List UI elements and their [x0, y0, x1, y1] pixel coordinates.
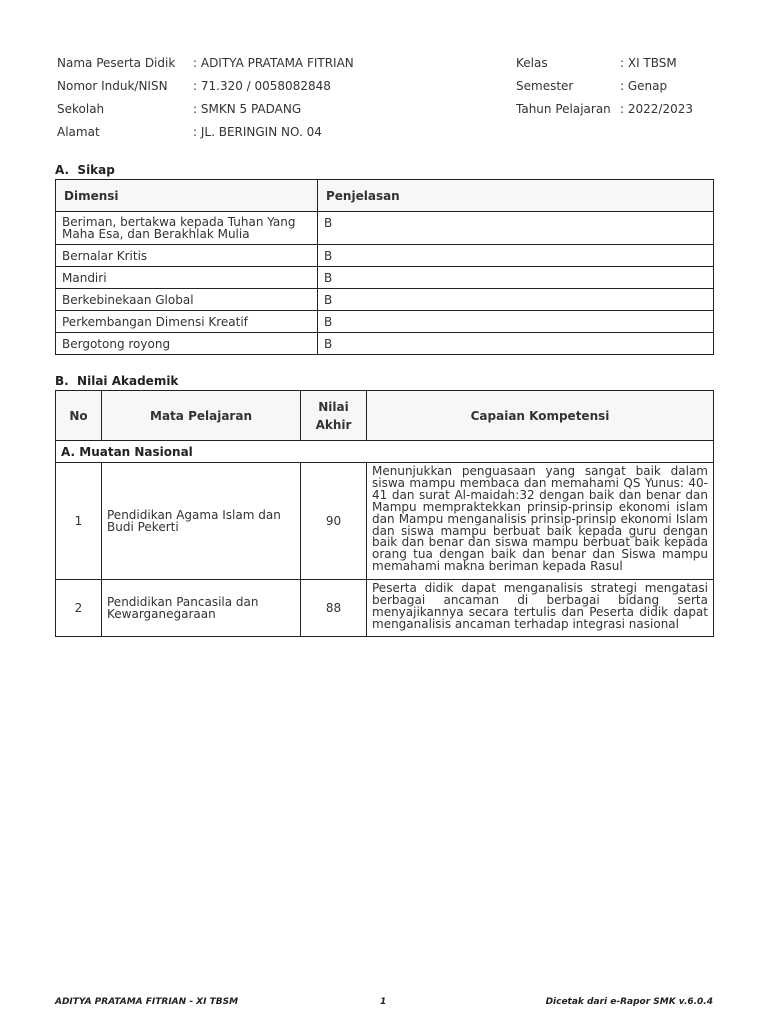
- address-value: : JL. BERINGIN NO. 04: [193, 125, 322, 139]
- footer-page-number: 1: [380, 997, 387, 1007]
- sikap-table: [55, 179, 714, 355]
- sikap-dimensi: Berkebinekaan Global: [56, 289, 318, 311]
- sikap-row: [56, 311, 714, 333]
- sikap-dimensi: Perkembangan Dimensi Kreatif: [56, 311, 318, 333]
- name-value: : ADITYA PRATAMA FITRIAN: [193, 56, 354, 70]
- row-capaian-kompetensi: Peserta didik dapat menganalisis strategi mengatasi berbagai ancaman di berbagai bidang serta menyajikannya secara tertulis dan Peserta didik dapat menganalisis ancaman terhadap integrasi nasional: [367, 580, 714, 637]
- section-akademik-title: B. Nilai Akademik: [55, 374, 179, 388]
- class-value: : XI TBSM: [620, 56, 677, 70]
- semester-value: : Genap: [620, 79, 668, 93]
- sikap-penjelasan: B: [318, 311, 714, 333]
- row-mata-pelajaran: Pendidikan Agama Islam dan Budi Pekerti: [102, 463, 301, 580]
- class-label: Kelas: [516, 56, 548, 70]
- row-nilai-akhir: 90: [301, 463, 367, 580]
- akademik-table: [55, 390, 714, 637]
- row-nilai-akhir: 88: [301, 580, 367, 637]
- sikap-penjelasan: B: [318, 212, 714, 245]
- table-row: [56, 463, 714, 580]
- school-value: : SMKN 5 PADANG: [193, 102, 302, 116]
- sikap-penjelasan: B: [318, 267, 714, 289]
- sikap-header-penjelasan: Penjelasan: [318, 180, 714, 212]
- row-capaian-kompetensi: Menunjukkan penguasaan yang sangat baik dalam siswa mampu membaca dan memahami QS Yunus: 40-41 dan surat Al-maidah:32 dengan baik dan benar dan Mampu mempraktekkan prinsip-prinsip ekonomi islam dan Mampu menganalisis prinsip-prinsip ekonomi Islam dan siswa mampu berbuat baik kepada guru dengan baik dan benar dan siswa mampu berbuat baik kepada orang tua dengan baik dan benar dan Siswa mampu memahami makna beriman kepada Rasul: [367, 463, 714, 580]
- section-sikap-title: A. Sikap: [55, 163, 115, 177]
- nisn-value: : 71.320 / 0058082848: [193, 79, 331, 93]
- address-label: Alamat: [57, 125, 100, 139]
- sikap-row: [56, 212, 714, 245]
- row-no: 2: [56, 580, 102, 637]
- sikap-penjelasan: B: [318, 245, 714, 267]
- sikap-dimensi: Mandiri: [56, 267, 318, 289]
- header-nilai-akhir: Nilai Akhir: [301, 391, 367, 441]
- sikap-header-row: [56, 180, 714, 212]
- sikap-penjelasan: B: [318, 289, 714, 311]
- school-label: Sekolah: [57, 102, 105, 116]
- sikap-dimensi: Bergotong royong: [56, 333, 318, 355]
- header-capaian-kompetensi: Capaian Kompetensi: [367, 391, 714, 441]
- group-row: [56, 441, 714, 463]
- year-label: Tahun Pelajaran: [516, 102, 611, 116]
- name-label: Nama Peserta Didik: [57, 56, 176, 70]
- sikap-row: [56, 245, 714, 267]
- akademik-header-row: [56, 391, 714, 441]
- sikap-penjelasan: B: [318, 333, 714, 355]
- semester-label: Semester: [516, 79, 574, 93]
- header-no: No: [56, 391, 102, 441]
- table-row: [56, 580, 714, 637]
- group-muatan-nasional: A. Muatan Nasional: [56, 441, 714, 463]
- header-mata-pelajaran: Mata Pelajaran: [102, 391, 301, 441]
- year-value: : 2022/2023: [620, 102, 693, 116]
- sikap-row: [56, 289, 714, 311]
- sikap-dimensi: Beriman, bertakwa kepada Tuhan Yang Maha Esa, dan Berakhlak Mulia: [56, 212, 318, 245]
- footer-app-version: Dicetak dari e-Rapor SMK v.6.0.4: [545, 997, 713, 1007]
- row-no: 1: [56, 463, 102, 580]
- footer-student: ADITYA PRATAMA FITRIAN - XI TBSM: [55, 997, 239, 1007]
- nisn-label: Nomor Induk/NISN: [57, 79, 168, 93]
- sikap-row: [56, 267, 714, 289]
- sikap-row: [56, 333, 714, 355]
- sikap-header-dimensi: Dimensi: [56, 180, 318, 212]
- sikap-dimensi: Bernalar Kritis: [56, 245, 318, 267]
- row-mata-pelajaran: Pendidikan Pancasila dan Kewarganegaraan: [102, 580, 301, 637]
